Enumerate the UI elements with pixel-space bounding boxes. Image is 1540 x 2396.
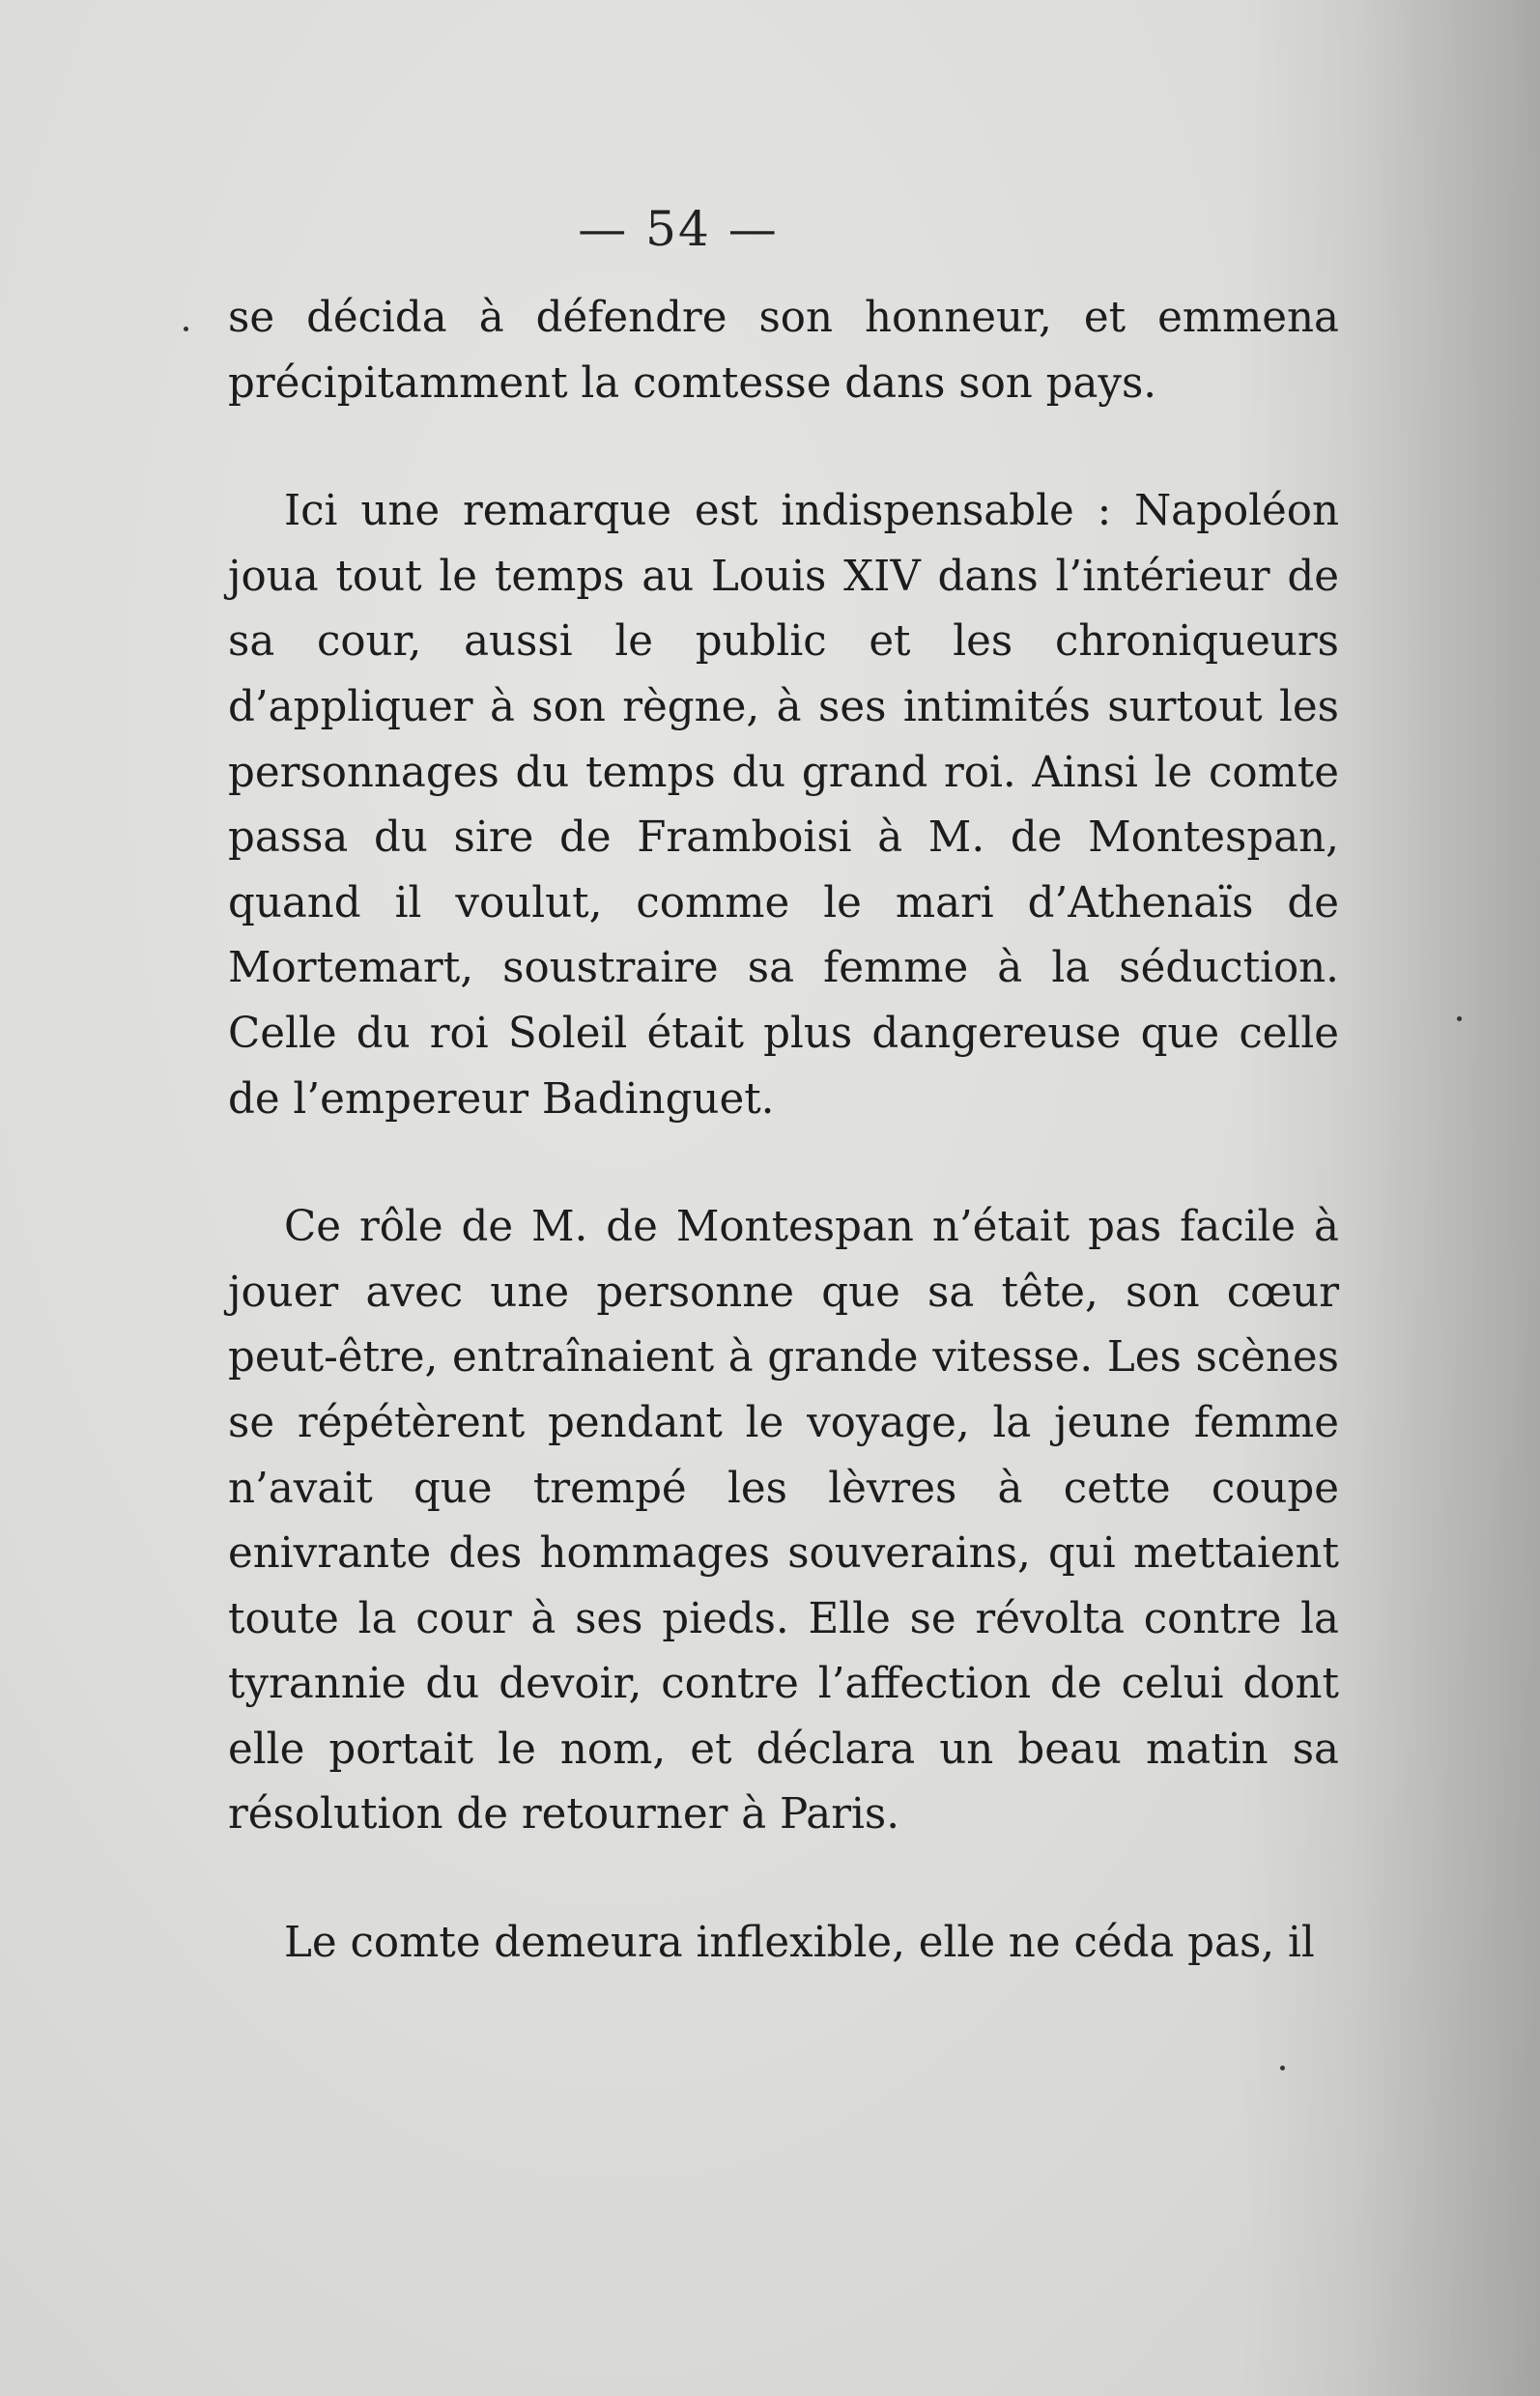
paragraph-4: Le comte demeura inflexible, elle ne céda pas, il xyxy=(284,1919,1315,1968)
page-text xyxy=(228,286,1339,1977)
page-number-text: — 54 — xyxy=(578,201,779,257)
paragraph-2: Ici une remarque est indispensable : Napoléon joua tout le temps au Louis XIV dans l’intérieur de sa cour, aussi le public et les chroniqueurs d’appliquer à son règne, à ses intimités surtout les personnages du temps du grand roi. Ainsi le comte passa du sire de Framboisi à M. de Montespan, quand il voulut, comme le mari d’Athenaïs de Mortemart, soustraire sa femme à la séduction. Celle du roi Soleil était plus dangereuse que celle de l’empereur Badinguet. xyxy=(228,487,1339,1124)
paper-speck xyxy=(1457,1016,1462,1021)
paragraph-3: Ce rôle de M. de Montespan n’était pas facile à jouer avec une personne que sa tête, son cœur peut-être, entraînaient à grande vitesse. Les scènes se répétèrent pendant le voyage, la jeune femme n’avait que trempé les lèvres à cette coupe enivrante des hommages souverains, qui mettaient toute la cour à ses pieds. Elle se révolta contre la tyrannie du devoir, contre l’affection de celui dont elle portait le nom, et déclara un beau matin sa résolution de retourner à Paris. xyxy=(228,1203,1339,1840)
paragraph-1: se décida à défendre son honneur, et emmena précipitamment la comtesse dans son pays. xyxy=(228,294,1339,408)
paper-speck xyxy=(184,327,188,331)
paper-speck xyxy=(1280,2066,1285,2070)
page-number xyxy=(0,201,1540,257)
